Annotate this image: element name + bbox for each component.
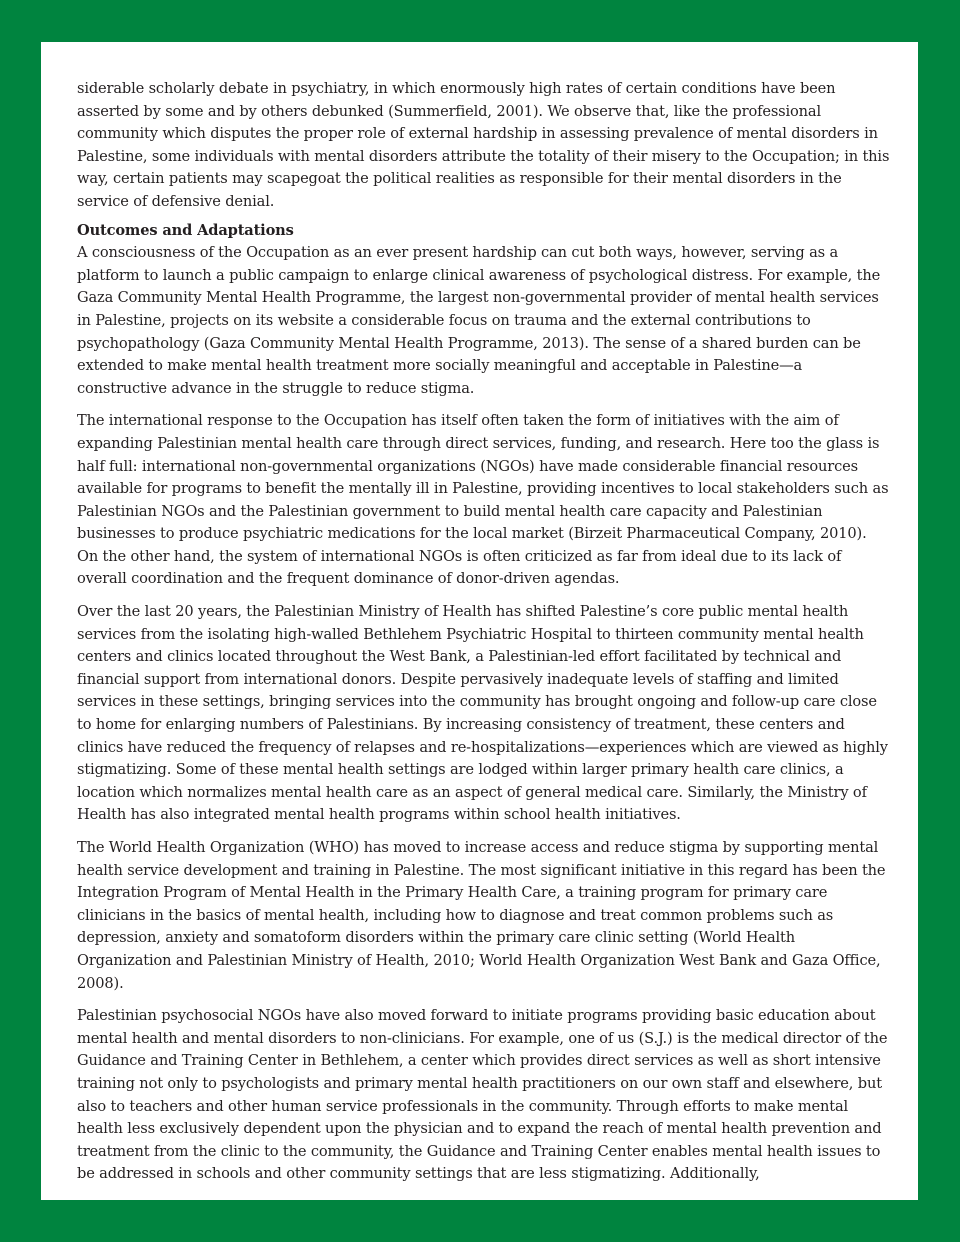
paragraph-1: siderable scholarly debate in psychiatry, in which enormously high rates of certain conditions have been asserted by some and by others debunked (Summerfield, 2001). We observe that, like the professional community which disputes the proper role of external hardship in assessing prevalence of mental disorders in Palestine, some individuals with mental disorders attribute the totality of their misery to the Occupation; in this way, certain patients may scapegoat the political realities as responsible for their mental disorders in the service of defensive denial.	[77, 80, 890, 210]
paragraph-6: Palestinian psychosocial NGOs have also moved forward to initiate programs providing basic education about mental health and mental disorders to non-clinicians. For example, one of us (S.J.) is the medical director of the Guidance and Training Center in Bethlehem, a center which provides direct services as well as short intensive training not only to psychologists and primary mental health practitioners on our own staff and elsewhere, but also to teachers and other human service professionals in the community. Through efforts to make mental health less exclusively dependent upon the physician and to expand the reach of mental health prevention and treatment from the clinic to the community, the Guidance and Training Center enables mental health issues to be addressed in schools and other community settings that are less stigmatizing. Additionally,	[77, 1007, 888, 1183]
article-body	[77, 78, 890, 1186]
paragraph-3: The international response to the Occupation has itself often taken the form of initiatives with the aim of expanding Palestinian mental health care through direct services, funding, and research. Here too the glass is half full: international non-governmental organizations (NGOs) have made considerable financial resources available for programs to benefit the mentally ill in Palestine, providing incentives to local stakeholders such as Palestinian NGOs and the Palestinian government to build mental health care capacity and Palestinian businesses to produce psychiatric medications for the local market (Birzeit Pharmaceutical Company, 2010). On the other hand, the system of international NGOs is often criticized as far from ideal due to its lack of overall coordination and the frequent dominance of donor-driven agendas.	[77, 412, 889, 588]
section-heading: Outcomes and Adaptations	[77, 221, 294, 239]
paragraph-2: A consciousness of the Occupation as an ever present hardship can cut both ways, however, serving as a platform to launch a public campaign to enlarge clinical awareness of psychological distress. For example, the Gaza Community Mental Health Programme, the largest non-governmental provider of mental health services in Palestine, projects on its website a considerable focus on trauma and the external contributions to psychopathology (Gaza Community Mental Health Programme, 2013). The sense of a shared burden can be extended to make mental health treatment more socially meaningful and acceptable in Palestine—a constructive advance in the struggle to reduce stigma.	[77, 244, 881, 397]
page	[41, 42, 918, 1200]
paragraph-5: The World Health Organization (WHO) has moved to increase access and reduce stigma by supporting mental health service development and training in Palestine. The most significant initiative in this regard has been the Integration Program of Mental Health in the Primary Health Care, a training program for primary care clinicians in the basics of mental health, including how to diagnose and treat common problems such as depression, anxiety and somatoform disorders within the primary care clinic setting (World Health Organization and Palestinian Ministry of Health, 2010; World Health Organization West Bank and Gaza Office, 2008).	[77, 839, 886, 992]
paragraph-4: Over the last 20 years, the Palestinian Ministry of Health has shifted Palestine’s core public mental health services from the isolating high-walled Bethlehem Psychiatric Hospital to thirteen community mental health centers and clinics located throughout the West Bank, a Palestinian-led effort facilitated by technical and financial support from international donors. Despite pervasively inadequate levels of staffing and limited services in these settings, bringing services into the community has brought ongoing and follow-up care close to home for enlarging numbers of Palestinians. By increasing consistency of treatment, these centers and clinics have reduced the frequency of relapses and re-hospitalizations—experiences which are viewed as highly stigmatizing. Some of these mental health settings are lodged within larger primary health care clinics, a location which normalizes mental health care as an aspect of general medical care. Similarly, the Ministry of Health has also integrated mental health programs within school health initiatives.	[77, 603, 888, 824]
